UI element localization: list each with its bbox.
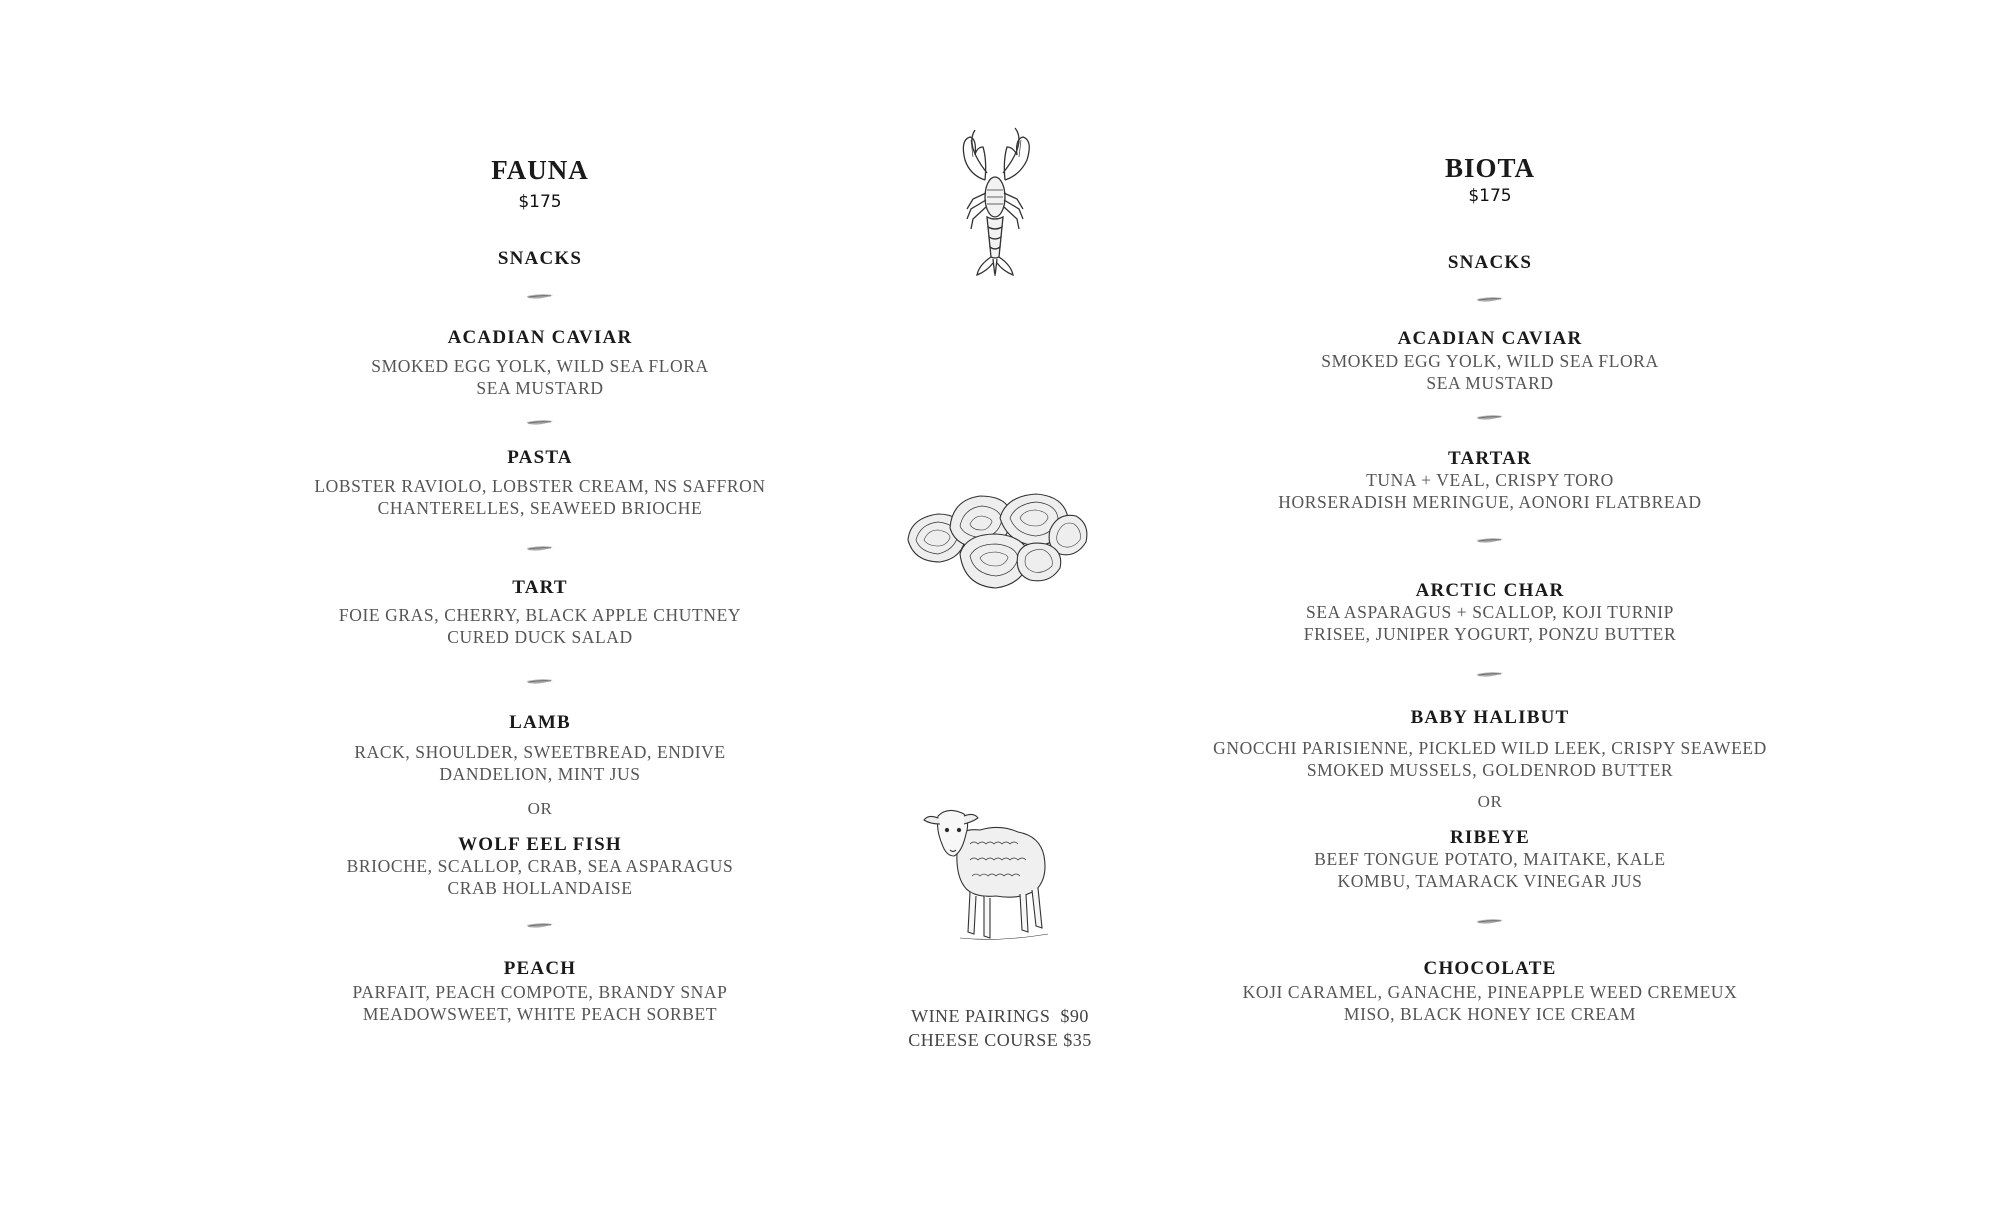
divider-icon (526, 922, 554, 930)
divider-icon (1476, 918, 1504, 926)
biota-course-desc: TUNA + VEAL, CRISPY TORO (1366, 470, 1614, 490)
extras-block (860, 1004, 1140, 1052)
divider-icon (526, 419, 554, 427)
biota-course-name: BABY HALIBUT (1410, 707, 1570, 728)
fauna-course-name: TART (512, 577, 568, 598)
biota-title: BIOTA (1444, 153, 1536, 183)
fauna-course-desc: CURED DUCK SALAD (447, 627, 633, 647)
biota-price: $175 (1468, 186, 1512, 206)
biota-course-desc: SMOKED MUSSELS, GOLDENROD BUTTER (1306, 760, 1674, 780)
fauna-course-desc: SEA MUSTARD (476, 378, 604, 398)
wine-pairings: WINE PAIRINGS $90 (911, 1006, 1089, 1026)
divider-icon (526, 545, 554, 553)
divider-icon (526, 293, 554, 301)
fauna-course-desc: RACK, SHOULDER, SWEETBREAD, ENDIVE (354, 742, 726, 762)
biota-or: OR (1477, 792, 1503, 811)
divider-icon (1476, 537, 1504, 545)
fauna-price: $175 (518, 192, 562, 212)
fauna-course-desc: LOBSTER RAVIOLO, LOBSTER CREAM, NS SAFFRON (314, 476, 766, 496)
sheep-icon (920, 800, 1060, 945)
biota-course-name: ARCTIC CHAR (1415, 580, 1565, 601)
fauna-course-desc: CHANTERELLES, SEAWEED BRIOCHE (377, 498, 703, 518)
fauna-course-name: ACADIAN CAVIAR (447, 327, 633, 348)
fauna-title: FAUNA (491, 155, 589, 185)
biota-course-desc: SMOKED EGG YOLK, WILD SEA FLORA (1321, 351, 1659, 371)
cheese-course: CHEESE COURSE $35 (908, 1030, 1092, 1050)
biota-course-desc: KOMBU, TAMARACK VINEGAR JUS (1337, 871, 1643, 891)
biota-course-desc: SEA ASPARAGUS + SCALLOP, KOJI TURNIP (1306, 602, 1674, 622)
biota-course-desc: KOJI CARAMEL, GANACHE, PINEAPPLE WEED CREMEUX (1242, 982, 1738, 1002)
fauna-menu (300, 0, 780, 1214)
fauna-course-name: PEACH (503, 958, 577, 979)
lobster-icon (935, 125, 1055, 290)
fauna-course-name: WOLF EEL FISH (458, 834, 622, 855)
fauna-or: OR (527, 799, 553, 818)
biota-course-desc: BEEF TONGUE POTATO, MAITAKE, KALE (1314, 849, 1666, 869)
biota-course-desc: GNOCCHI PARISIENNE, PICKLED WILD LEEK, CRISPY SEAWEED (1213, 738, 1767, 758)
biota-course-name: CHOCOLATE (1423, 958, 1557, 979)
biota-course-name: ACADIAN CAVIAR (1397, 328, 1583, 349)
fauna-course-desc: CRAB HOLLANDAISE (447, 878, 633, 898)
fauna-snacks: SNACKS (497, 248, 583, 269)
biota-course-desc: FRISEE, JUNIPER YOGURT, PONZU BUTTER (1303, 624, 1677, 644)
fauna-course-desc: DANDELION, MINT JUS (439, 764, 641, 784)
fauna-course-desc: PARFAIT, PEACH COMPOTE, BRANDY SNAP (352, 982, 728, 1002)
fauna-course-desc: FOIE GRAS, CHERRY, BLACK APPLE CHUTNEY (338, 605, 742, 625)
fauna-course-desc: SMOKED EGG YOLK, WILD SEA FLORA (371, 356, 709, 376)
divider-icon (1476, 671, 1504, 679)
fauna-course-name: LAMB (509, 712, 571, 733)
fauna-course-name: PASTA (507, 447, 573, 468)
divider-icon (1476, 414, 1504, 422)
biota-course-desc: HORSERADISH MERINGUE, AONORI FLATBREAD (1278, 492, 1702, 512)
fauna-course-desc: BRIOCHE, SCALLOP, CRAB, SEA ASPARAGUS (346, 856, 734, 876)
biota-menu (1190, 0, 1790, 1214)
biota-course-desc: MISO, BLACK HONEY ICE CREAM (1343, 1004, 1637, 1024)
biota-snacks: SNACKS (1447, 252, 1533, 273)
biota-course-name: RIBEYE (1449, 827, 1531, 848)
biota-course-name: TARTAR (1448, 448, 1532, 469)
biota-course-desc: SEA MUSTARD (1426, 373, 1554, 393)
fauna-course-desc: MEADOWSWEET, WHITE PEACH SORBET (362, 1004, 718, 1024)
divider-icon (1476, 296, 1504, 304)
divider-icon (526, 678, 554, 686)
mushroom-icon (900, 488, 1090, 598)
